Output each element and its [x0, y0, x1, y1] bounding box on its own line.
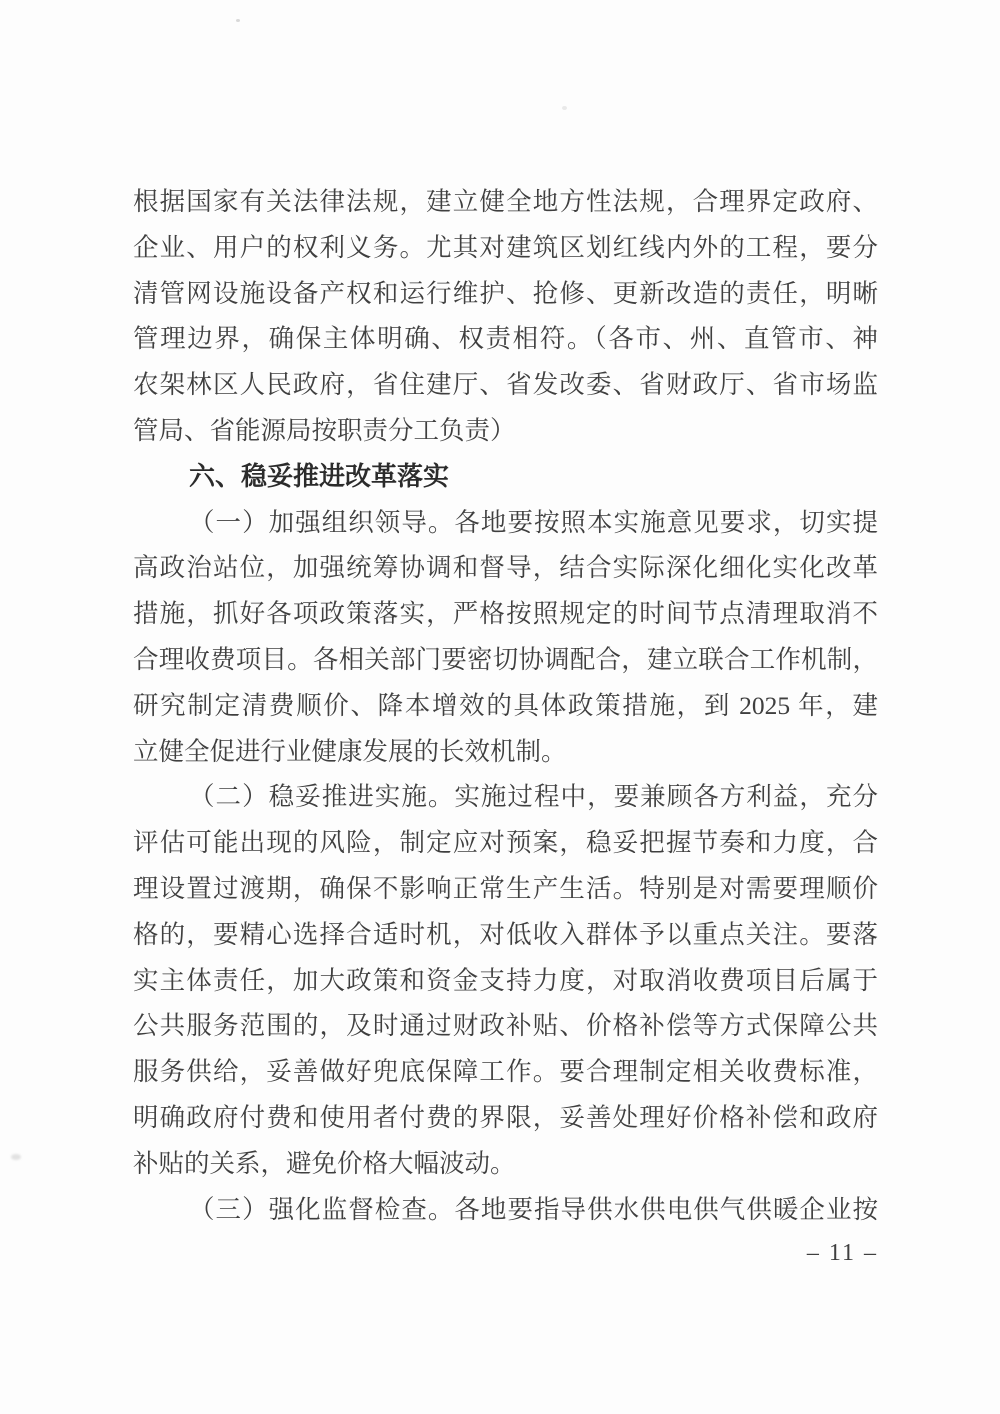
text-line: 高政治站位，加强统筹协调和督导，结合实际深化细化实化改革 [133, 553, 878, 583]
document-body [133, 179, 878, 1232]
text-line: 实主体责任，加大政策和资金支持力度，对取消收费项目后属于 [133, 965, 878, 995]
text-line: 管理边界，确保主体明确、权责相符。（各市、州、直管市、神 [133, 324, 878, 354]
section-heading: 六、稳妥推进改革落实 [189, 460, 450, 491]
scan-artifact-dot [236, 19, 240, 22]
text-line: 理设置过渡期，确保不影响正常生产生活。特别是对需要理顺价 [133, 873, 878, 903]
text-line: 合理收费项目。各相关部门要密切协调配合，建立联合工作机制， [133, 644, 878, 674]
text-line: 农架林区人民政府，省住建厅、省发改委、省财政厅、省市场监 [133, 370, 878, 400]
text-line: 管局、省能源局按职责分工负责） [133, 415, 516, 445]
text-line: 研究制定清费顺价、降本增效的具体政策措施，到 2025 年，建 [133, 690, 878, 720]
text-line: 公共服务范围的，及时通过财政补贴、价格补偿等方式保障公共 [133, 1011, 878, 1041]
text-line: 补贴的关系，避免价格大幅波动。 [133, 1148, 516, 1178]
scan-artifact-smudge [11, 1154, 21, 1160]
text-line: （三）强化监督检查。各地要指导供水供电供气供暖企业按 [189, 1194, 878, 1224]
text-line: 根据国家有关法律法规，建立健全地方性法规，合理界定政府、 [133, 187, 878, 216]
text-line: （二）稳妥推进实施。实施过程中，要兼顾各方利益，充分 [189, 782, 878, 812]
text-line: 清管网设施设备产权和运行维护、抢修、更新改造的责任，明晰 [133, 278, 878, 308]
scan-artifact-dot [562, 106, 567, 110]
text-line: 企业、用户的权利义务。尤其对建筑区划红线内外的工程，要分 [133, 232, 878, 262]
text-line: 格的，要精心选择合适时机，对低收入群体予以重点关注。要落 [133, 919, 878, 949]
text-line: 服务供给，妥善做好兜底保障工作。要合理制定相关收费标准， [133, 1057, 878, 1087]
page-number: – 11 – [806, 1240, 878, 1266]
text-line: 评估可能出现的风险，制定应对预案，稳妥把握节奏和力度，合 [133, 828, 878, 858]
text-line: 明确政府付费和使用者付费的界限，妥善处理好价格补偿和政府 [133, 1102, 878, 1132]
text-line: （一）加强组织领导。各地要按照本实施意见要求，切实提 [189, 507, 878, 537]
text-line: 立健全促进行业健康发展的长效机制。 [133, 736, 567, 766]
text-line: 措施，抓好各项政策落实，严格按照规定的时间节点清理取消不 [133, 599, 878, 629]
